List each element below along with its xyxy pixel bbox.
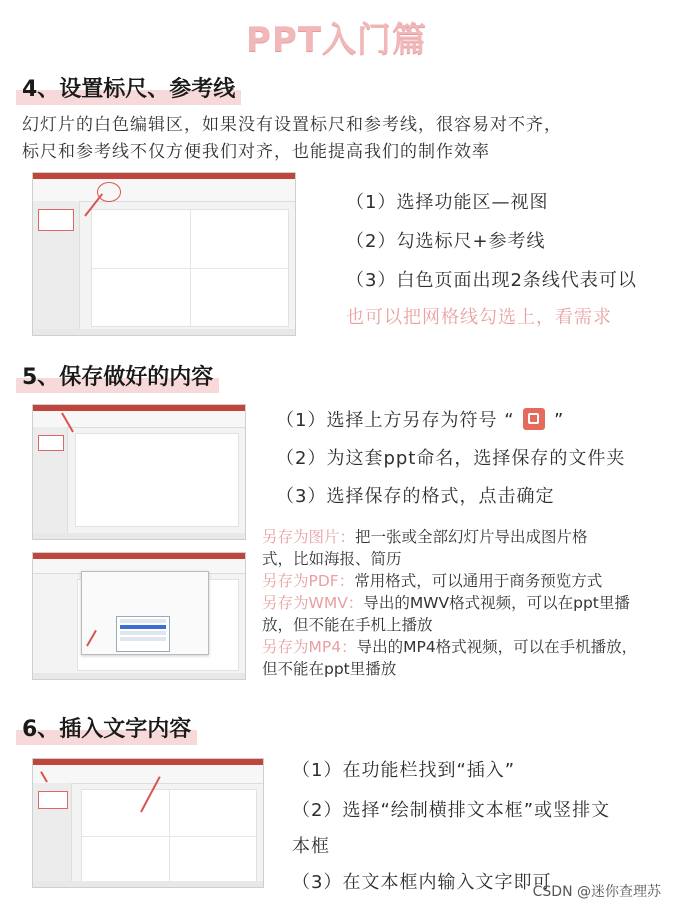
screenshot-save-as: [32, 404, 246, 540]
slide-thumbnail: [38, 791, 68, 809]
note-line: 放，但不能在手机上播放: [262, 616, 433, 634]
section-4-heading: 4、设置标尺、参考线: [16, 72, 241, 105]
watermark: CSDN @迷你查理苏: [532, 884, 661, 900]
screenshot-insert-textbox: [32, 758, 264, 888]
section-5-step-2: （2）为这套ppt命名，选择保存的文件夹: [276, 448, 626, 469]
note-line: 式，比如海报、简历: [262, 550, 402, 568]
slide-thumbnail-pane: [33, 201, 80, 335]
section-6-step-2: （2）选择“绘制横排文本框”或竖排文: [292, 800, 611, 821]
section-5-step-3: （3）选择保存的格式，点击确定: [276, 486, 555, 507]
slide-thumbnail-pane: [33, 783, 72, 887]
note-line: 另存为图片：把一张或全部幻灯片导出成图片格: [262, 528, 588, 546]
section-4-intro-line-2: 标尺和参考线不仅方便我们对齐，也能提高我们的制作效率: [22, 142, 490, 162]
quote-open: “: [504, 410, 515, 431]
section-5-heading: 5、保存做好的内容: [16, 360, 219, 393]
highlight-circle: [97, 182, 121, 202]
section-6-step-2-cont: 本框: [292, 836, 330, 857]
screenshot-view-ruler: [32, 172, 296, 336]
section-6-step-1: （1）在功能栏找到“插入”: [292, 760, 516, 781]
quote-close: ”: [553, 410, 565, 431]
ribbon-toolbar: [33, 179, 295, 202]
save-dialog: [81, 571, 209, 655]
slide-thumbnail: [38, 209, 74, 231]
guide-line-horizontal: [92, 268, 288, 269]
note-line: 另存为MP4：导出的MP4格式视频，可以在手机播放，: [262, 638, 638, 656]
section-5-step-1-text: （1）选择上方另存为符号: [276, 410, 498, 431]
section-4-intro-line-1: 幻灯片的白色编辑区，如果没有设置标尺和参考线，很容易对不齐，: [22, 115, 562, 135]
slide-canvas: [75, 433, 239, 527]
section-6-step-3: （3）在文本框内输入文字即可: [292, 872, 552, 893]
slide-thumbnail: [38, 435, 64, 451]
ribbon-toolbar: [33, 765, 263, 784]
section-4-step-2: （2）勾选标尺+参考线: [346, 231, 546, 252]
section-6-heading: 6、插入文字内容: [16, 712, 197, 745]
status-bar: [33, 881, 263, 887]
slide-thumbnail-pane: [33, 427, 68, 539]
note-line: 另存为PDF：常用格式，可以通用于商务预览方式: [262, 572, 603, 590]
section-4-step-1: （1）选择功能区—视图: [346, 192, 549, 213]
note-line: 另存为WMV：导出的MWV格式视频，可以在ppt里播: [262, 594, 630, 612]
save-format-notes: [262, 526, 666, 680]
slide-canvas: [81, 789, 257, 883]
note-line: 但不能在ppt里播放: [262, 660, 397, 678]
section-4-step-3: （3）白色页面出现2条线代表可以: [346, 270, 637, 291]
status-bar: [33, 329, 295, 335]
status-bar: [33, 533, 245, 539]
section-5-step-1: [276, 406, 564, 432]
save-as-icon: [523, 408, 545, 430]
page-title: PPT入门篇: [245, 20, 428, 60]
status-bar: [33, 673, 245, 679]
section-4-tip: 也可以把网格线勾选上，看需求: [346, 307, 612, 328]
format-dropdown: [116, 616, 170, 652]
guide-line-horizontal: [82, 836, 256, 837]
screenshot-save-dialog: [32, 552, 246, 680]
slide-canvas: [91, 209, 289, 327]
